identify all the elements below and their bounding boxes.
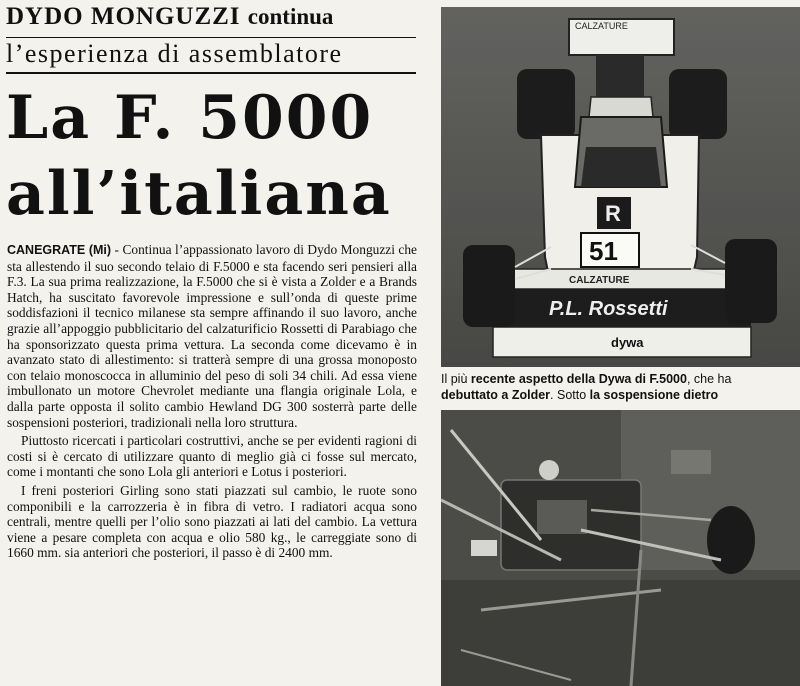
article-body (7, 242, 417, 561)
rear-wing-text: CALZATURE (575, 21, 628, 31)
kicker-divider (6, 37, 416, 38)
brand-name: dywa (611, 335, 644, 350)
caption-bold-3: la sospensione dietro (589, 388, 719, 402)
kicker-name: DYDO MONGUZZI (6, 3, 241, 30)
caption-text-2: , che ha (686, 372, 732, 386)
photo-caption (441, 371, 800, 407)
car-logo: R (605, 201, 621, 226)
headline-divider (6, 72, 416, 74)
headline-line-2: all’italiana (6, 159, 392, 229)
article-location: CANEGRATE (Mi) (7, 243, 112, 257)
kicker-continua: continua (247, 4, 334, 29)
sponsor-top: CALZATURE (569, 275, 630, 286)
kicker-line-2: l’esperienza di assemblatore (6, 39, 343, 68)
headline-line-1: La F. 5000 (6, 83, 374, 153)
caption-text-3: . Sotto (550, 388, 590, 402)
sponsor-name: P.L. Rossetti (549, 298, 668, 320)
article-paragraph-1-text: - Continua l’appassionato lavoro di Dydo Monguzzi che sta allestendo il suo secondo telaio di F.5000 e sta facendo seri pensieri alla F.3. La sua prima realizzazione, la F.5000 che si è vista a Zolder e a Brands Hatch, ha suscitato favorevole impressione e sull’onda di queste prime soddisfazioni il tecnico milanese sta sempre affinando il suo lavoro, anche grazie all’appoggio pubblicitario del calzaturificio Rossetti di Parabiago che ha sponsorizzato questa prima vettura. La seconda come dicevamo è in avanzato stato di allestimento: si tratterà sempre di una grossa monoposto con telaio monoscocca in alluminio del peso di soli 34 chili. Ad essa viene imbullonato un motore Chevrolet mediante una flangia originale Lola, e dalla parte opposta il solito cambio Hewland DG 300 sosterrà parte delle sospensioni posteriori, tradizionali nella loro struttura. (7, 242, 417, 430)
kicker-line-1 (6, 3, 416, 37)
rear-suspension-photo (441, 410, 800, 686)
article-paragraph-1 (7, 242, 417, 430)
caption-line-1 (441, 371, 800, 387)
caption-line-2 (441, 387, 800, 403)
caption-bold-1: recente aspetto della Dywa di F.5000 (470, 372, 687, 386)
article-paragraph-3: I freni posteriori Girling sono stati piazzati sul cambio, le ruote sono componibili e la carrozzeria è in fibra di vetro. I radiatori acqua sono centrali, mentre quelli per l’olio sono piazzati ai lati del cambio. La vettura viene a pesare completa con acqua e olio 580 kg., le carreggiate sono di 1660 mm. sia anteriori che posteriori, il passo è di 2400 mm. (7, 482, 417, 561)
caption-text-1: Il più (441, 372, 471, 386)
caption-bold-2: debuttato a Zolder (441, 388, 551, 402)
headline (6, 80, 426, 232)
race-car-photo (441, 7, 800, 367)
car-number: 51 (589, 236, 618, 266)
article-paragraph-2: Piuttosto ricercati i particolari costruttivi, anche se per evidenti ragioni di costi si è cercato di utilizzare quanto di meglio già ci fosse sul mercato, come i montanti che sono Lola gli anteriori e Lotus i posteriori. (7, 433, 417, 480)
